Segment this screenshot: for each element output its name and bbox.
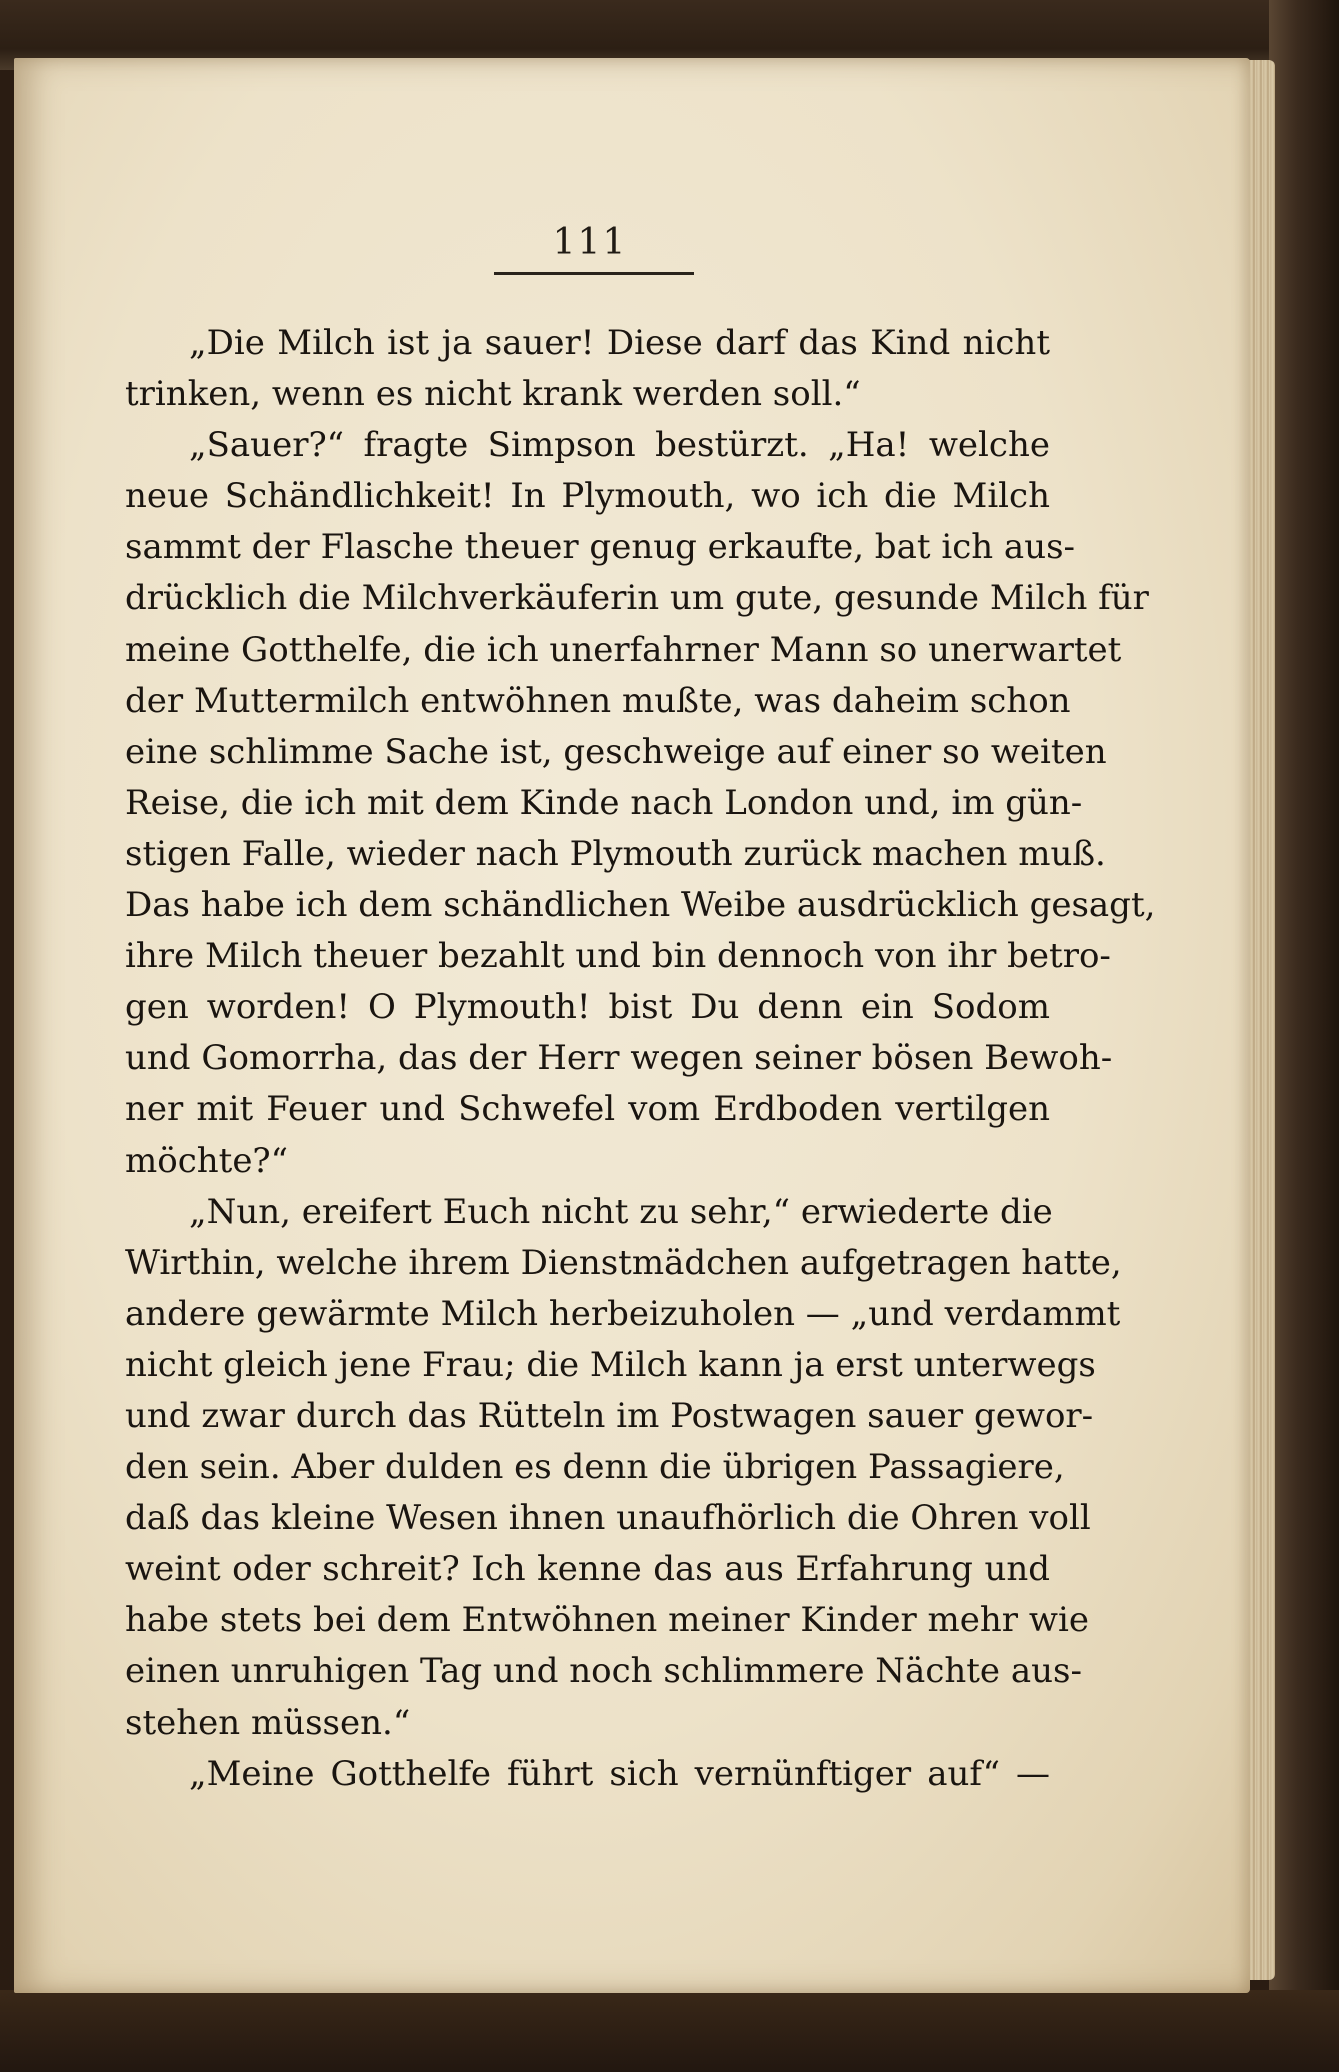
text-line: trinken, wenn es nicht krank werden soll.“	[125, 374, 861, 415]
text-line: ner mit Feuer und Schwefel vom Erdboden vertilgen	[125, 1089, 1050, 1130]
text-line: habe stets bei dem Entwöhnen meiner Kinder mehr wie	[125, 1600, 1089, 1641]
text-line: drücklich die Milchverkäuferin um gute, gesunde Milch für	[125, 578, 1149, 619]
text-line: und Gomorrha, das der Herr wegen seiner bösen Bewoh-	[125, 1038, 1113, 1079]
text-line: nicht gleich jene Frau; die Milch kann ja erst unterwegs	[125, 1344, 1096, 1385]
page-number-rule	[494, 272, 694, 275]
text-line: Reise, die ich mit dem Kinde nach London und, im gün-	[125, 782, 1083, 823]
text-line: weint oder schreit? Ich kenne das aus Erfahrung und	[125, 1549, 1050, 1590]
text-line: einen unruhigen Tag und noch schlimmere Nächte aus-	[125, 1651, 1082, 1692]
text-line: stigen Falle, wieder nach Plymouth zurück machen muß.	[125, 833, 1106, 874]
text-line: „Meine Gotthelfe führt sich vernünftiger auf“ —	[189, 1753, 1050, 1794]
text-line: ihre Milch theuer bezahlt und bin dennoch von ihr betro-	[125, 936, 1111, 977]
book-cover-bottom	[0, 1990, 1339, 2072]
text-line: der Muttermilch entwöhnen mußte, was daheim schon	[125, 680, 1071, 721]
text-line: sammt der Flasche theuer genug erkaufte, bat ich aus-	[125, 527, 1076, 568]
text-line: andere gewärmte Milch herbeizuholen — „und verdammt	[125, 1293, 1121, 1334]
text-line: stehen müssen.“	[125, 1702, 411, 1743]
text-line: Wirthin, welche ihrem Dienstmädchen aufgetragen hatte,	[125, 1242, 1122, 1283]
text-line: gen worden! O Plymouth! bist Du denn ein Sodom	[125, 987, 1050, 1028]
text-line: „Sauer?“ fragte Simpson bestürzt. „Ha! welche	[189, 425, 1050, 466]
text-line: Das habe ich dem schändlichen Weibe ausdrücklich gesagt,	[125, 885, 1156, 926]
book-cover-right	[1269, 0, 1339, 2072]
text-line: den sein. Aber dulden es denn die übrigen Passagiere,	[125, 1447, 1065, 1488]
text-line: meine Gotthelfe, die ich unerfahrner Mann so unerwartet	[125, 629, 1122, 670]
page-number: 111	[552, 222, 628, 263]
text-line: und zwar durch das Rütteln im Postwagen sauer gewor-	[125, 1395, 1094, 1436]
text-line: eine schlimme Sache ist, geschweige auf einer so weiten	[125, 731, 1107, 772]
text-line: neue Schändlichkeit! In Plymouth, wo ich die Milch	[125, 476, 1050, 517]
body-text	[125, 318, 1156, 1800]
text-line: „Nun, ereifert Euch nicht zu sehr,“ erwiederte die	[189, 1191, 1053, 1232]
text-line: „Die Milch ist ja sauer! Diese darf das Kind nicht	[189, 323, 1050, 363]
text-line: möchte?“	[125, 1140, 289, 1181]
text-line: daß das kleine Wesen ihnen unaufhörlich die Ohren voll	[125, 1498, 1091, 1539]
